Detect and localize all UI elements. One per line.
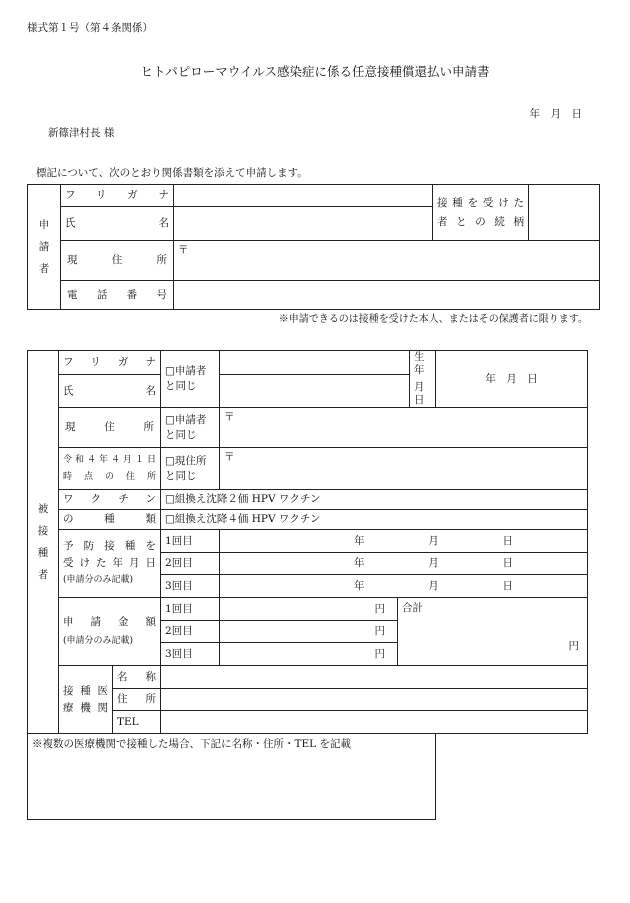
clinic-tel-label: TEL [113, 711, 161, 734]
amount-dose-1-label: 1回目 [161, 598, 220, 621]
amount-dose-3-label: 3回目 [161, 643, 220, 666]
applicant-address-field[interactable] [174, 241, 600, 281]
recipient-name-field[interactable] [220, 375, 410, 408]
clinic-name-field[interactable] [161, 666, 588, 689]
clinic-address-field[interactable] [161, 689, 588, 711]
amount-dose-2-field[interactable]: 円 [220, 621, 398, 643]
recipient-table [27, 350, 588, 820]
total-label: 合計 [402, 602, 424, 614]
submission-date-line: 年 月 日 [529, 108, 582, 120]
intro-text: 標記について、次のとおり関係書類を添えて申請します。 [36, 167, 308, 179]
r4-address-field[interactable]: 〒 [220, 448, 588, 490]
applicant-address-label: 現住所 [61, 241, 174, 281]
recipient-furigana-field[interactable] [220, 351, 410, 375]
applicant-furigana-field[interactable] [174, 185, 433, 207]
clinic-label: 接種医 療機関 [59, 666, 113, 734]
applicant-eligibility-note: ※申請できるのは接種を受けた本人、またはその保護者に限ります。 [278, 314, 588, 325]
multi-clinic-note: ※複数の医療機関で接種した場合、下記に名称・住所・TEL を記載 [32, 738, 351, 750]
recipient-furigana-label: フリガナ [59, 351, 161, 375]
r4-same-as-current[interactable]: □現住所 と同じ [161, 448, 220, 490]
relation-field[interactable] [529, 185, 600, 241]
amount-dose-3-field[interactable]: 円 [220, 643, 398, 666]
addressee: 新篠津村長 様 [48, 127, 115, 139]
dose-2-label: 2回目 [161, 553, 220, 575]
relation-label: 接種を受けた 者との続柄 [433, 185, 529, 241]
postal-mark: 〒 [178, 244, 189, 256]
document-title: ヒトパピローマウイルス感染症に係る任意接種償還払い申請書 [140, 64, 490, 79]
r4-address-label: 令和４年４月１日 時点の住所 [59, 448, 161, 490]
applicant-phone-label: 電話番号 [61, 281, 174, 310]
multi-clinic-area[interactable] [28, 734, 436, 820]
clinic-tel-field[interactable] [161, 711, 588, 734]
dose-2-date-field[interactable]: 年 月 日 [220, 553, 588, 575]
applicant-name-label: 氏名 [61, 207, 174, 241]
recipient-address-field[interactable]: 〒 [220, 408, 588, 448]
vaccination-dates-label: 予防接種を 受けた年月日 (申請分のみ記載) [59, 530, 161, 598]
amount-dose-1-field[interactable]: 円 [220, 598, 398, 621]
birth-date-field[interactable]: 年 月 日 [436, 351, 588, 408]
vaccine-type-label-2: の種類 [59, 510, 161, 530]
vaccine-option-quadrivalent[interactable]: □組換え沈降４価 HPV ワクチン [161, 510, 588, 530]
recipient-section-label: 被 接 種 者 [28, 351, 59, 734]
applicant-name-field[interactable] [174, 207, 433, 241]
vaccine-type-label-1: ワクチン [59, 490, 161, 510]
dose-3-date-field[interactable]: 年 月 日 [220, 575, 588, 598]
recipient-address-label: 現住所 [59, 408, 161, 448]
vaccine-option-bivalent[interactable]: □組換え沈降２価 HPV ワクチン [161, 490, 588, 510]
recipient-name-label: 氏名 [59, 375, 161, 408]
dose-3-label: 3回目 [161, 575, 220, 598]
amount-total-field[interactable] [398, 598, 588, 666]
applicant-phone-field[interactable] [174, 281, 600, 310]
recipient-same-as-applicant[interactable]: □申請者 と同じ [161, 351, 220, 408]
dose-1-date-field[interactable]: 年 月 日 [220, 530, 588, 553]
form-number: 様式第１号（第４条関係） [27, 22, 153, 34]
amount-label: 申請金額 (申請分のみ記載) [59, 598, 161, 666]
clinic-name-label: 名称 [113, 666, 161, 689]
applicant-furigana-label: フリガナ [61, 185, 174, 207]
clinic-address-label: 住所 [113, 689, 161, 711]
amount-dose-2-label: 2回目 [161, 621, 220, 643]
total-yen: 円 [568, 640, 580, 652]
applicant-section-label: 申 請 者 [28, 185, 61, 310]
dose-1-label: 1回目 [161, 530, 220, 553]
recipient-address-same-as-applicant[interactable]: □申請者 と同じ [161, 408, 220, 448]
applicant-table [27, 184, 600, 310]
birth-label: 生年 月日 [410, 351, 436, 408]
